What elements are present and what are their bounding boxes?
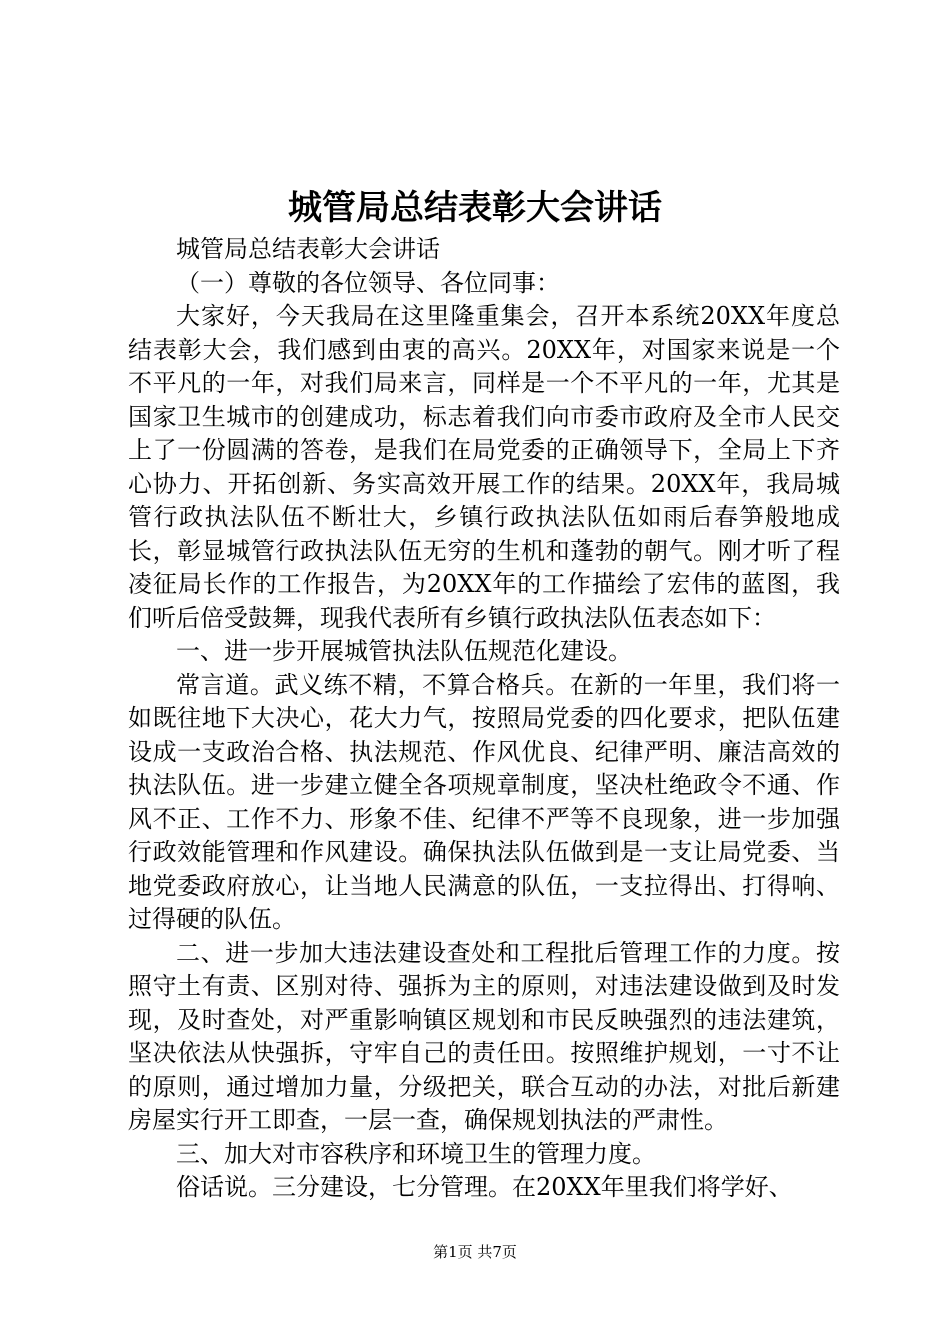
page-number-footer: 第1页 共7页 [433, 1243, 517, 1261]
document-title: 城管局总结表彰大会讲话 [288, 188, 662, 228]
paragraph-heading-3: 三、加大对市容秩序和环境卫生的管理力度。 [176, 1139, 656, 1168]
paragraph-salutation: （一）尊敬的各位领导、各位同事： [176, 268, 560, 297]
paragraph-subtitle: 城管局总结表彰大会讲话 [176, 235, 440, 263]
paragraph-intro: 大家好，今天我局在这里隆重集会，召开本系统20XX年度总结表彰大会，我们感到由衷的高兴。20XX年，对国家来说是一个不平凡的一年，对我们局来言，同样是一个不平凡的一年，尤其是国家卫生城市的创建成功，标志着我们向市委市政府及全市人民交上了一份圆满的答卷，是我们在局党委的正确领导下，全局上下齐心协力、开拓创新、务实高效开展工作的结果。20XX年，我局城管行政执法队伍不断壮大，乡镇行政执法队伍如雨后春笋般地成长，彰显城管行政执法队伍无穷的生机和蓬勃的朝气。刚才听了程凌征局长作的工作报告，为20XX年的工作描绘了宏伟的蓝图，我们听后倍受鼓舞，现我代表所有乡镇行政执法队伍表态如下： [128, 302, 840, 632]
paragraph-section-3: 俗话说。三分建设，七分管理。在20XX年里我们将学好、 [176, 1173, 793, 1201]
paragraph-section-2: 二、进一步加大违法建设查处和工程批后管理工作的力度。按照守土有责、区别对待、强拆为主的原则，对违法建设做到及时发现，及时查处，对严重影响镇区规划和市民反映强烈的违法建筑，坚决依法从快强拆，守牢自己的责任田。按照维护规划，一寸不让的原则，通过增加力量，分级把关，联合互动的办法，对批后新建房屋实行开工即查，一层一查，确保规划执法的严肃性。 [128, 938, 840, 1134]
paragraph-heading-1: 一、进一步开展城管执法队伍规范化建设。 [176, 637, 632, 665]
document-body [128, 233, 840, 1205]
paragraph-section-1: 常言道。武义练不精，不算合格兵。在新的一年里，我们将一如既往地下大决心，花大力气，按照局党委的四化要求，把队伍建设成一支政治合格、执法规范、作风优良、纪律严明、廉洁高效的执法队伍。进一步建立健全各项规章制度，坚决杜绝政令不通、作风不正、工作不力、形象不佳、纪律不严等不良现象，进一步加强行政效能管理和作风建设。确保执法队伍做到是一支让局党委、当地党委政府放心，让当地人民满意的队伍，一支拉得出、打得响、过得硬的队伍。 [128, 670, 840, 933]
